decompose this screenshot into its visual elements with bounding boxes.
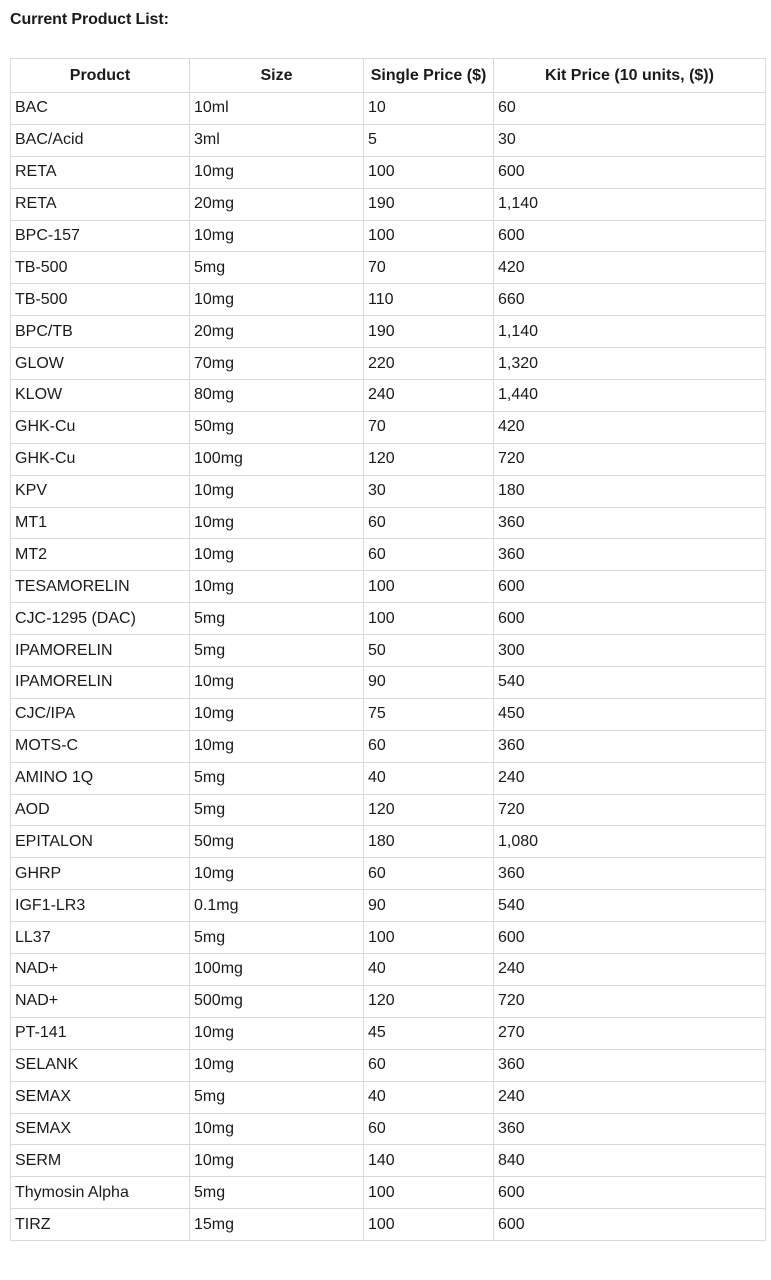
cell-kit-price: 720 (494, 985, 766, 1017)
cell-product: SELANK (11, 1049, 190, 1081)
cell-single-price: 40 (364, 762, 494, 794)
table-row (11, 220, 766, 252)
cell-size: 10mg (190, 1113, 364, 1145)
table-row (11, 985, 766, 1017)
cell-single-price: 120 (364, 985, 494, 1017)
cell-kit-price: 360 (494, 858, 766, 890)
cell-product: MOTS-C (11, 730, 190, 762)
cell-kit-price: 360 (494, 1113, 766, 1145)
cell-size: 10mg (190, 858, 364, 890)
cell-size: 10mg (190, 667, 364, 699)
cell-size: 10mg (190, 475, 364, 507)
table-row (11, 826, 766, 858)
cell-size: 20mg (190, 316, 364, 348)
cell-kit-price: 600 (494, 156, 766, 188)
cell-single-price: 60 (364, 858, 494, 890)
cell-size: 50mg (190, 826, 364, 858)
cell-product: RETA (11, 188, 190, 220)
cell-product: TESAMORELIN (11, 571, 190, 603)
cell-size: 100mg (190, 954, 364, 986)
cell-single-price: 100 (364, 922, 494, 954)
cell-size: 5mg (190, 1177, 364, 1209)
cell-size: 50mg (190, 411, 364, 443)
cell-kit-price: 360 (494, 507, 766, 539)
cell-product: GHK-Cu (11, 443, 190, 475)
cell-kit-price: 240 (494, 954, 766, 986)
table-row (11, 603, 766, 635)
header-size: Size (190, 59, 364, 93)
table-header-row (11, 59, 766, 93)
cell-size: 10mg (190, 1049, 364, 1081)
table-row (11, 252, 766, 284)
cell-kit-price: 720 (494, 443, 766, 475)
cell-single-price: 110 (364, 284, 494, 316)
cell-kit-price: 240 (494, 1081, 766, 1113)
table-row (11, 316, 766, 348)
cell-product: GHK-Cu (11, 411, 190, 443)
cell-size: 70mg (190, 348, 364, 380)
cell-kit-price: 180 (494, 475, 766, 507)
cell-single-price: 90 (364, 890, 494, 922)
cell-size: 5mg (190, 252, 364, 284)
cell-kit-price: 420 (494, 411, 766, 443)
cell-single-price: 10 (364, 93, 494, 125)
table-row (11, 156, 766, 188)
cell-kit-price: 600 (494, 603, 766, 635)
cell-product: GHRP (11, 858, 190, 890)
cell-single-price: 240 (364, 380, 494, 412)
cell-size: 10mg (190, 571, 364, 603)
cell-single-price: 220 (364, 348, 494, 380)
table-row (11, 411, 766, 443)
table-row (11, 571, 766, 603)
cell-kit-price: 360 (494, 730, 766, 762)
cell-kit-price: 1,320 (494, 348, 766, 380)
cell-size: 5mg (190, 1081, 364, 1113)
cell-kit-price: 600 (494, 1177, 766, 1209)
cell-single-price: 40 (364, 954, 494, 986)
cell-product: AMINO 1Q (11, 762, 190, 794)
cell-single-price: 100 (364, 156, 494, 188)
cell-product: BAC (11, 93, 190, 125)
table-row (11, 954, 766, 986)
header-single-price: Single Price ($) (364, 59, 494, 93)
cell-single-price: 100 (364, 571, 494, 603)
cell-size: 80mg (190, 380, 364, 412)
cell-size: 5mg (190, 635, 364, 667)
cell-size: 5mg (190, 762, 364, 794)
cell-single-price: 190 (364, 188, 494, 220)
cell-product: NAD+ (11, 954, 190, 986)
cell-product: TB-500 (11, 284, 190, 316)
cell-product: BAC/Acid (11, 124, 190, 156)
table-row (11, 507, 766, 539)
table-row (11, 1113, 766, 1145)
table-row (11, 124, 766, 156)
cell-size: 10mg (190, 698, 364, 730)
table-row (11, 1145, 766, 1177)
cell-single-price: 100 (364, 1177, 494, 1209)
header-kit-price: Kit Price (10 units, ($)) (494, 59, 766, 93)
cell-single-price: 60 (364, 1049, 494, 1081)
cell-product: KPV (11, 475, 190, 507)
table-row (11, 1081, 766, 1113)
table-row (11, 443, 766, 475)
cell-product: GLOW (11, 348, 190, 380)
table-row (11, 1209, 766, 1241)
cell-single-price: 180 (364, 826, 494, 858)
table-row (11, 1049, 766, 1081)
table-row (11, 730, 766, 762)
cell-size: 10ml (190, 93, 364, 125)
cell-size: 10mg (190, 156, 364, 188)
cell-single-price: 50 (364, 635, 494, 667)
table-row (11, 667, 766, 699)
cell-product: BPC-157 (11, 220, 190, 252)
cell-product: CJC-1295 (DAC) (11, 603, 190, 635)
table-row (11, 762, 766, 794)
cell-kit-price: 720 (494, 794, 766, 826)
cell-size: 5mg (190, 794, 364, 826)
table-row (11, 380, 766, 412)
cell-size: 10mg (190, 220, 364, 252)
table-row (11, 93, 766, 125)
cell-size: 3ml (190, 124, 364, 156)
table-row (11, 922, 766, 954)
cell-kit-price: 1,140 (494, 188, 766, 220)
table-row (11, 858, 766, 890)
cell-product: TIRZ (11, 1209, 190, 1241)
cell-kit-price: 420 (494, 252, 766, 284)
cell-size: 10mg (190, 1017, 364, 1049)
cell-size: 10mg (190, 730, 364, 762)
product-table (10, 58, 766, 1241)
cell-kit-price: 600 (494, 1209, 766, 1241)
cell-single-price: 100 (364, 220, 494, 252)
cell-single-price: 90 (364, 667, 494, 699)
cell-single-price: 120 (364, 443, 494, 475)
cell-product: SEMAX (11, 1081, 190, 1113)
cell-single-price: 60 (364, 539, 494, 571)
cell-size: 500mg (190, 985, 364, 1017)
table-row (11, 635, 766, 667)
cell-product: SEMAX (11, 1113, 190, 1145)
header-product: Product (11, 59, 190, 93)
cell-kit-price: 300 (494, 635, 766, 667)
cell-product: CJC/IPA (11, 698, 190, 730)
table-row (11, 1017, 766, 1049)
table-row (11, 1177, 766, 1209)
cell-kit-price: 600 (494, 571, 766, 603)
cell-single-price: 100 (364, 603, 494, 635)
cell-kit-price: 1,440 (494, 380, 766, 412)
cell-single-price: 140 (364, 1145, 494, 1177)
cell-single-price: 5 (364, 124, 494, 156)
table-row (11, 539, 766, 571)
cell-product: BPC/TB (11, 316, 190, 348)
cell-kit-price: 450 (494, 698, 766, 730)
cell-size: 20mg (190, 188, 364, 220)
cell-product: IPAMORELIN (11, 667, 190, 699)
table-row (11, 698, 766, 730)
cell-size: 5mg (190, 922, 364, 954)
cell-product: NAD+ (11, 985, 190, 1017)
cell-single-price: 70 (364, 252, 494, 284)
page-title: Current Product List: (10, 11, 169, 28)
cell-single-price: 120 (364, 794, 494, 826)
cell-single-price: 190 (364, 316, 494, 348)
table-row (11, 284, 766, 316)
cell-product: LL37 (11, 922, 190, 954)
cell-kit-price: 270 (494, 1017, 766, 1049)
table-row (11, 348, 766, 380)
cell-product: Thymosin Alpha (11, 1177, 190, 1209)
cell-kit-price: 360 (494, 539, 766, 571)
cell-product: MT1 (11, 507, 190, 539)
cell-kit-price: 240 (494, 762, 766, 794)
cell-single-price: 30 (364, 475, 494, 507)
cell-size: 10mg (190, 1145, 364, 1177)
cell-single-price: 60 (364, 507, 494, 539)
cell-kit-price: 660 (494, 284, 766, 316)
cell-size: 0.1mg (190, 890, 364, 922)
cell-size: 10mg (190, 284, 364, 316)
table-row (11, 794, 766, 826)
cell-single-price: 40 (364, 1081, 494, 1113)
cell-single-price: 60 (364, 730, 494, 762)
cell-kit-price: 360 (494, 1049, 766, 1081)
cell-product: IPAMORELIN (11, 635, 190, 667)
cell-kit-price: 30 (494, 124, 766, 156)
cell-kit-price: 60 (494, 93, 766, 125)
cell-size: 10mg (190, 539, 364, 571)
cell-product: RETA (11, 156, 190, 188)
cell-size: 100mg (190, 443, 364, 475)
cell-product: EPITALON (11, 826, 190, 858)
cell-size: 15mg (190, 1209, 364, 1241)
cell-single-price: 70 (364, 411, 494, 443)
cell-product: MT2 (11, 539, 190, 571)
cell-product: TB-500 (11, 252, 190, 284)
cell-kit-price: 1,080 (494, 826, 766, 858)
cell-kit-price: 600 (494, 922, 766, 954)
table-row (11, 188, 766, 220)
cell-product: KLOW (11, 380, 190, 412)
cell-product: SERM (11, 1145, 190, 1177)
cell-product: AOD (11, 794, 190, 826)
cell-single-price: 45 (364, 1017, 494, 1049)
cell-size: 5mg (190, 603, 364, 635)
cell-single-price: 100 (364, 1209, 494, 1241)
cell-product: PT-141 (11, 1017, 190, 1049)
cell-kit-price: 540 (494, 890, 766, 922)
cell-kit-price: 540 (494, 667, 766, 699)
table-row (11, 475, 766, 507)
cell-size: 10mg (190, 507, 364, 539)
cell-single-price: 75 (364, 698, 494, 730)
cell-product: IGF1-LR3 (11, 890, 190, 922)
table-row (11, 890, 766, 922)
cell-kit-price: 1,140 (494, 316, 766, 348)
cell-kit-price: 840 (494, 1145, 766, 1177)
cell-kit-price: 600 (494, 220, 766, 252)
cell-single-price: 60 (364, 1113, 494, 1145)
